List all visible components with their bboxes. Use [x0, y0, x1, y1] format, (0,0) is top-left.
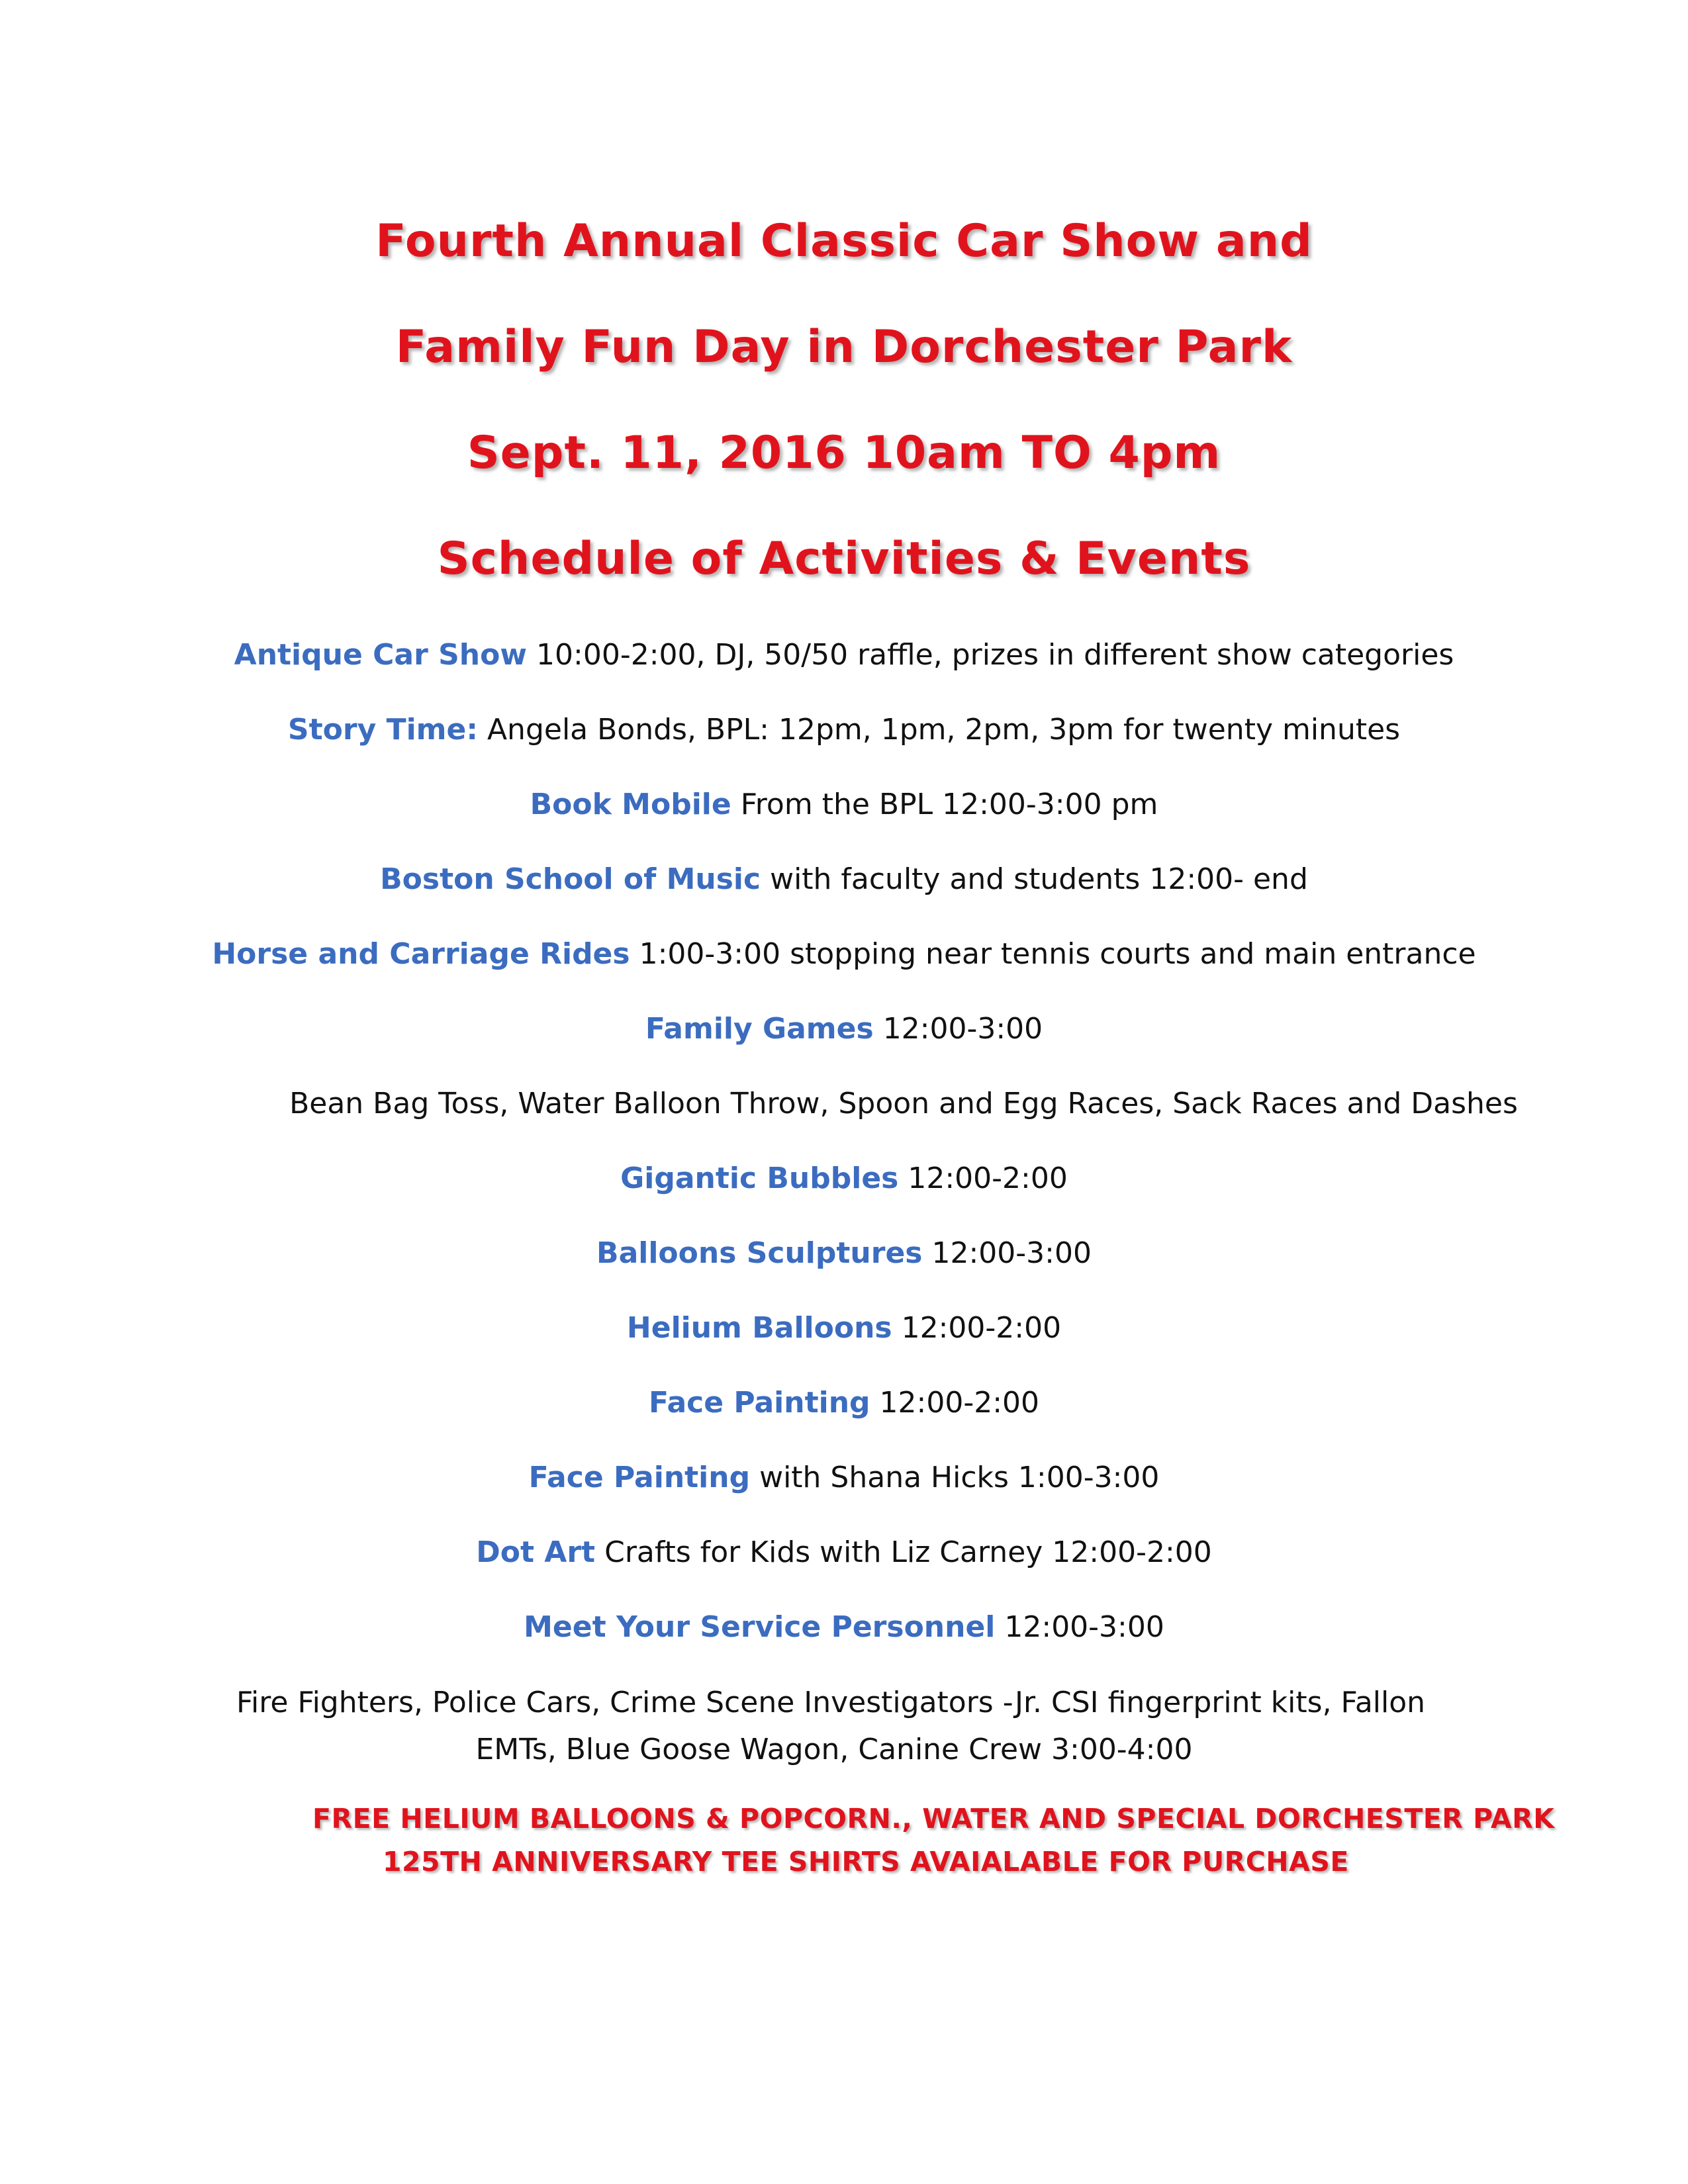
activity-line [0, 861, 1688, 898]
activity-line [0, 1160, 1688, 1197]
service-personnel-line-1: Fire Fighters, Police Cars, Crime Scene Investigators -Jr. CSI fingerprint kits, Fallon [236, 1686, 1426, 1719]
activity-name: Dot Art [476, 1535, 596, 1569]
activity-name: Book Mobile [530, 788, 731, 821]
activity-line [0, 936, 1688, 973]
event-title-line-2: Family Fun Day in Dorchester Park [395, 321, 1293, 373]
activity-name: Helium Balloons [626, 1311, 892, 1345]
activity-line [0, 711, 1688, 749]
activity-line [0, 1459, 1688, 1496]
activity-line [0, 1534, 1688, 1571]
free-items-notice-line-1: FREE HELIUM BALLOONS & POPCORN., WATER AND SPECIAL DORCHESTER PARK [312, 1803, 1555, 1835]
activity-name: Family Games [645, 1012, 874, 1046]
activity-detail: 1:00-3:00 stopping near tennis courts and main entrance [639, 937, 1476, 971]
activity-line [0, 1609, 1688, 1646]
activity-name: Antique Car Show [234, 638, 528, 672]
activity-line [0, 786, 1688, 823]
event-title-line-1: Fourth Annual Classic Car Show and [375, 215, 1313, 267]
activity-name: Face Painting [649, 1386, 870, 1420]
activity-line [0, 1011, 1688, 1048]
schedule-heading: Schedule of Activities & Events [437, 533, 1251, 585]
family-games-list: Bean Bag Toss, Water Balloon Throw, Spoon and Egg Races, Sack Races and Dashes [289, 1087, 1518, 1120]
free-items-notice-line-2: 125TH ANNIVERSARY TEE SHIRTS AVAIALABLE FOR PURCHASE [383, 1846, 1349, 1878]
activity-detail: 12:00-2:00 [879, 1386, 1039, 1420]
activity-detail: with faculty and students 12:00- end [770, 862, 1308, 896]
event-date-time: Sept. 11, 2016 10am TO 4pm [467, 427, 1221, 479]
activity-line [0, 637, 1688, 674]
activity-name: Horse and Carriage Rides [212, 937, 630, 971]
activity-name: Story Time: [287, 713, 478, 747]
activity-name: Meet Your Service Personnel [524, 1610, 996, 1644]
activity-detail: From the BPL 12:00-3:00 pm [740, 788, 1158, 821]
activity-detail: 12:00-3:00 [931, 1236, 1092, 1270]
activity-detail: 12:00-3:00 [882, 1012, 1043, 1046]
activity-detail: 12:00-3:00 [1004, 1610, 1164, 1644]
activity-name: Balloons Sculptures [596, 1236, 923, 1270]
activity-line [0, 1310, 1688, 1347]
activity-detail: 12:00-2:00 [901, 1311, 1062, 1345]
activity-detail: Angela Bonds, BPL: 12pm, 1pm, 2pm, 3pm for twenty minutes [487, 713, 1401, 747]
activity-detail: Crafts for Kids with Liz Carney 12:00-2:00 [604, 1535, 1212, 1569]
activity-line [60, 1085, 1688, 1122]
activity-detail: 12:00-2:00 [908, 1161, 1068, 1195]
activity-name: Boston School of Music [380, 862, 761, 896]
activity-line [0, 1235, 1688, 1272]
service-personnel-line-2: EMTs, Blue Goose Wagon, Canine Crew 3:00-4:00 [475, 1733, 1193, 1766]
activity-detail: with Shana Hicks 1:00-3:00 [759, 1461, 1160, 1494]
activity-name: Gigantic Bubbles [620, 1161, 899, 1195]
activity-name: Face Painting [528, 1461, 751, 1494]
activity-detail: 10:00-2:00, DJ, 50/50 raffle, prizes in different show categories [536, 638, 1454, 672]
activity-line [0, 1385, 1688, 1422]
